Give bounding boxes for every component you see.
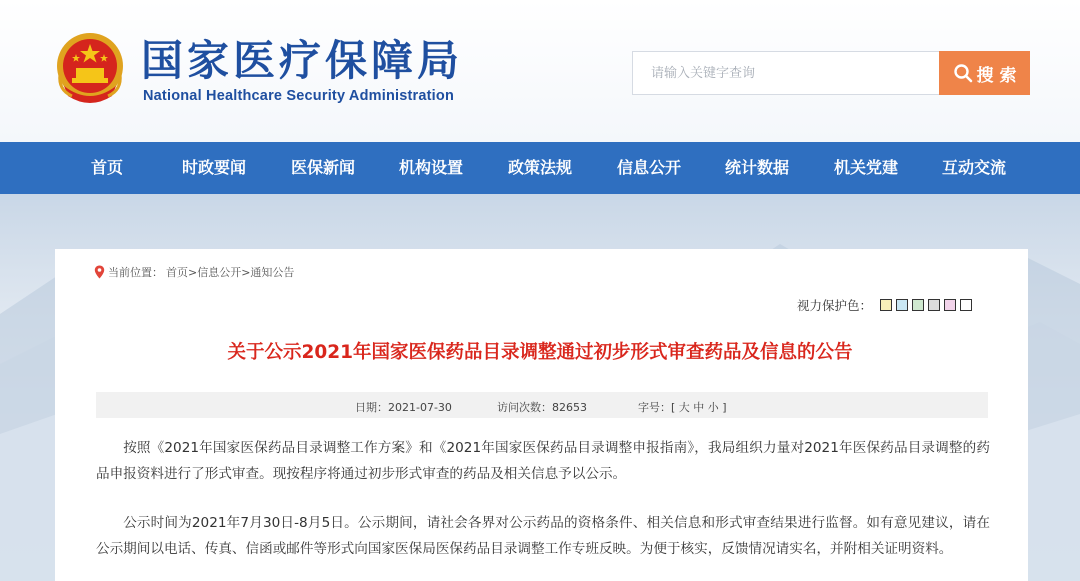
site-header	[0, 0, 1080, 142]
nav-item-party-building[interactable]: 机关党建	[834, 158, 899, 177]
breadcrumb-path[interactable]: 首页>信息公开>通知公告	[166, 266, 295, 279]
nav-item-insurance-news[interactable]: 医保新闻	[291, 158, 356, 177]
site-title-en: National Healthcare Security Administration	[143, 88, 455, 104]
nav-item-interaction[interactable]: 互动交流	[942, 158, 1007, 177]
article-meta-bar	[96, 392, 988, 418]
color-swatch-gray[interactable]	[928, 299, 940, 311]
search-button-label: 搜 索	[976, 65, 1017, 86]
nav-item-info-disclosure[interactable]: 信息公开	[617, 158, 682, 177]
vision-protection-colors	[797, 296, 972, 314]
nav-item-policies[interactable]: 政策法规	[508, 158, 573, 177]
national-emblem-icon[interactable]	[52, 30, 128, 110]
color-swatch-pink[interactable]	[944, 299, 956, 311]
main-nav	[0, 142, 1080, 194]
article-paragraph: 公示时间为2021年7月30日-8月5日。公示期间，请社会各界对公示药品的资格条件、相关信息和形式审查结果进行监督。如有意见建议，请在公示期间以电话、传真、信函或邮件等形式向国家医保局医保药品目录调整工作专班反映。为便于核实，反馈情况请实名，并附相关证明资料。	[96, 515, 990, 557]
site-title-cn[interactable]: 国家医疗保障局	[141, 36, 464, 85]
search-button[interactable]	[939, 51, 1030, 95]
color-swatch-blue[interactable]	[896, 299, 908, 311]
nav-item-politics-news[interactable]: 时政要闻	[182, 158, 247, 177]
color-swatch-white[interactable]	[960, 299, 972, 311]
vision-label: 视力保护色：	[797, 298, 873, 313]
article-date: 日期：2021-07-30	[355, 401, 452, 414]
article-views: 访问次数：82653	[497, 401, 587, 414]
search-icon	[953, 63, 973, 83]
nav-item-statistics[interactable]: 统计数据	[725, 158, 790, 177]
nav-item-home[interactable]: 首页	[91, 158, 124, 177]
breadcrumb	[94, 264, 294, 280]
search-input[interactable]: 请输入关键字查询	[632, 51, 940, 95]
location-pin-icon	[94, 265, 105, 279]
color-swatch-green[interactable]	[912, 299, 924, 311]
font-size-selector[interactable]: 字号：[ 大 中 小 ]	[638, 401, 727, 414]
article-paragraph: 按照《2021年国家医保药品目录调整工作方案》和《2021年国家医保药品目录调整申报指南》，我局组织力量对2021年医保药品目录调整的药品申报资料进行了形式审查。现按程序将通过初步形式审查的药品及相关信息予以公示。	[96, 440, 990, 482]
breadcrumb-prefix: 当前位置：	[108, 266, 163, 279]
nav-item-organization[interactable]: 机构设置	[399, 158, 464, 177]
color-swatch-yellow[interactable]	[880, 299, 892, 311]
article-title: 关于公示2021年国家医保药品目录调整通过初步形式审查药品及信息的公告	[227, 342, 853, 363]
